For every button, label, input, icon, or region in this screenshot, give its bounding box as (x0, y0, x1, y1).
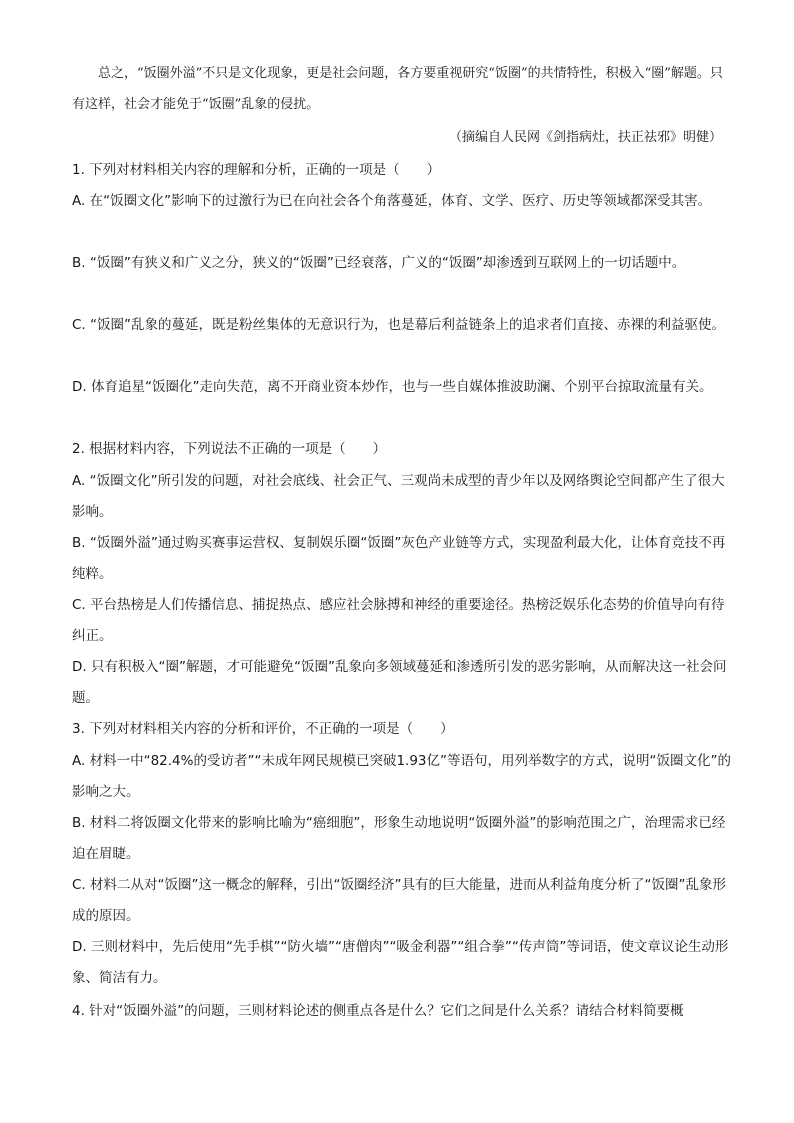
question-3-stem: 3. 下列对材料相关内容的分析和评价，不正确的一项是（ ） (72, 721, 454, 737)
question-3-option-d: D. 三则材料中，先后使用“先手棋”“防火墙”“唐僧肉”“吸金利器”“组合拳”“传声筒”等词语，使文章议论生动形象、简洁有力。 (72, 939, 729, 986)
question-1-stem: 1. 下列对材料相关内容的理解和分析，正确的一项是（ ） (72, 162, 441, 178)
question-2-option-d: D. 只有积极入“圈”解题，才可能避免“饭圈”乱象向多领域蔓延和渗透所引发的恶劣影响，从而解决这一社会问题。 (72, 659, 727, 706)
question-3-option-c: C. 材料二从对“饭圈”这一概念的解释，引出“饭圈经济”具有的巨大能量，进而从利益角度分析了“饭圈”乱象形成的原因。 (72, 877, 726, 924)
question-2-option-b: B. “饭圈外溢”通过购买赛事运营权、复制娱乐圈“饭圈”灰色产业链等方式，实现盈利最大化，让体育竞技不再纯粹。 (72, 535, 726, 582)
passage-source: （摘编自人民网《剑指病灶，扶正祛邪》明健） (448, 130, 722, 145)
question-2-stem: 2. 根据材料内容，下列说法不正确的一项是（ ） (72, 441, 387, 457)
question-1-option-a: A. 在“饭圈文化”影响下的过激行为已在向社会各个角落蔓延，体育、文学、医疗、历史等领域都深受其害。 (72, 193, 712, 209)
question-2-option-c: C. 平台热榜是人们传播信息、捕捉热点、感应社会脉搏和神经的重要途径。热榜泛娱乐化态势的价值导向有待纠正。 (72, 597, 725, 644)
question-1-option-b: B. “饭圈”有狭义和广义之分，狭义的“饭圈”已经衰落，广义的“饭圈”却渗透到互联网上的一切话题中。 (72, 255, 686, 271)
question-2-option-a: A. “饭圈文化”所引发的问题，对社会底线、社会正气、三观尚未成型的青少年以及网络舆论空间都产生了很大影响。 (72, 473, 725, 520)
question-3-option-b: B. 材料二将饭圈文化带来的影响比喻为“癌细胞”，形象生动地说明“饭圈外溢”的影响范围之广，治理需求已经迫在眉睫。 (72, 815, 726, 862)
question-4-stem: 4. 针对“饭圈外溢”的问题，三则材料论述的侧重点各是什么？它们之间是什么关系？请结合材料简要概 (72, 1003, 684, 1019)
question-1-option-d: D. 体育追星“饭圈化”走向失范，离不开商业资本炒作，也与一些自媒体推波助澜、个别平台掠取流量有关。 (72, 379, 713, 395)
passage-closing-paragraph: 总之，“饭圈外溢”不只是文化现象，更是社会问题，各方要重视研究“饭圈”的共情特性，积极入“圈”解题。只有这样，社会才能免于“饭圈”乱象的侵扰。 (72, 66, 723, 112)
question-3-option-a: A. 材料一中“82.4%的受访者”“未成年网民规模已突破1.93亿”等语句，用列举数字的方式，说明“饭圈文化”的影响之大。 (72, 753, 731, 800)
question-1-option-c: C. “饭圈”乱象的蔓延，既是粉丝集体的无意识行为，也是幕后利益链条上的追求者们直接、赤裸的利益驱使。 (72, 317, 725, 333)
